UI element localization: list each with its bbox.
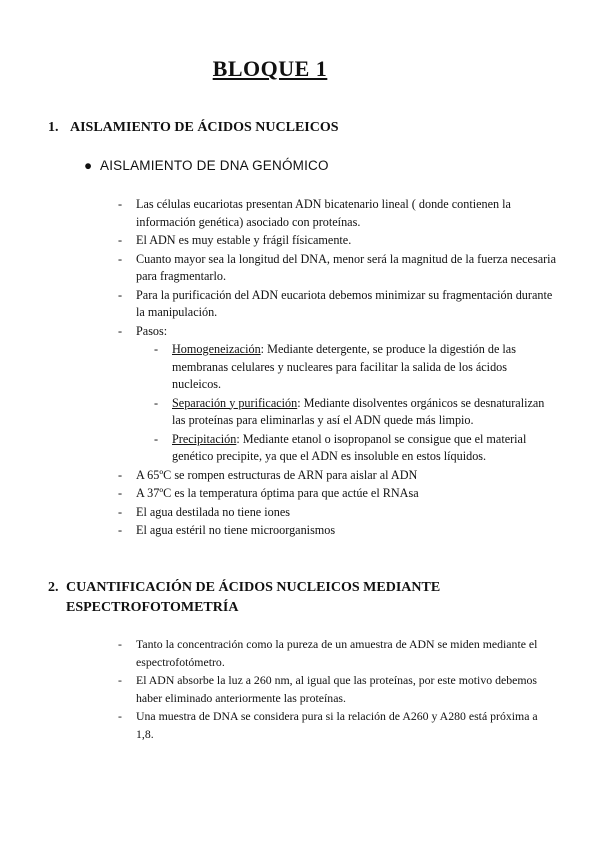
subsection-title: AISLAMIENTO DE DNA GENÓMICO	[100, 158, 329, 173]
section-2-title: CUANTIFICACIÓN DE ÁCIDOS NUCLEICOS MEDIANTE ESPECTROFOTOMETRÍA	[66, 580, 441, 615]
list-item: - A 37ºC es la temperatura óptima para que actúe el RNAsa	[118, 485, 558, 503]
page-title: BLOQUE 1	[212, 56, 328, 81]
dash-marker: -	[118, 323, 123, 338]
section-1-list	[118, 196, 558, 541]
section-1-number: 1.	[48, 120, 59, 135]
list-item: - El ADN es muy estable y frágil físicamente.	[118, 232, 558, 250]
dash-marker: -	[118, 233, 123, 247]
dash-marker: -	[118, 504, 123, 519]
list-item: - Tanto la concentración como la pureza de un amuestra de ADN se miden mediante el espectrofotómetro.	[118, 637, 538, 669]
dash-marker: -	[154, 342, 159, 356]
step-text: : Mediante detergente, se produce la digestión de las membranas celulares y nucleares para facilitar la salida de los ácidos nucleicos.	[172, 342, 516, 391]
section-2-number: 2.	[48, 580, 59, 595]
list-item: - Pasos: - Homogeneización: Mediante detergente, se produce la digestión de las membranas celulares y nucleares para facilitar la salida de los ácidos nucleicos. - Separación y purificación: Mediante disolventes orgánicos se desnaturalizan las proteínas para eliminarlas y así el ADN quede más limpio. - Precipitación: Mediante etanol o isopropanol se consigue que el material genético precipite, ya que el ADN es insoluble en estos líquidos.	[118, 323, 558, 466]
step-term: Precipitación	[172, 431, 237, 446]
step-text: : Mediante etanol o isopropanol se consigue que el material genético precipite, ya que el ADN es insoluble en estos líquidos.	[172, 431, 527, 463]
step-item	[154, 395, 558, 430]
list-item: - Para la purificación del ADN eucariota debemos minimizar su fragmentación durante la manipulación.	[118, 287, 553, 319]
dash-marker: -	[118, 251, 123, 266]
dash-marker: -	[118, 709, 122, 723]
step-term: Homogeneización	[172, 342, 261, 356]
step-item	[154, 341, 558, 394]
step-text: : Mediante disolventes orgánicos se desnaturalizan las proteínas para eliminarlas y así el ADN quede más limpio.	[172, 395, 545, 427]
dash-marker: -	[118, 467, 123, 482]
dash-marker: -	[154, 395, 159, 410]
dash-marker: -	[118, 486, 123, 500]
list-item: - Una muestra de DNA se considera pura si la relación de A260 y A280 está próxima a 1,8.	[118, 709, 538, 741]
dash-marker: -	[118, 673, 122, 687]
list-item: - El ADN absorbe la luz a 260 nm, al igual que las proteínas, por este motivo debemos haber eliminado anteriormente las proteínas.	[118, 673, 538, 705]
dash-marker: -	[118, 637, 122, 651]
list-item: - A 65ºC se rompen estructuras de ARN para aislar al ADN	[118, 467, 558, 485]
dash-marker: -	[118, 523, 123, 537]
list-item: - Cuanto mayor sea la longitud del DNA, menor será la magnitud de la fuerza necesaria para fragmentarlo.	[118, 251, 556, 283]
step-term: Separación y purificación	[172, 395, 298, 410]
section-1-title: AISLAMIENTO DE ÁCIDOS NUCLEICOS	[70, 120, 339, 135]
steps-list	[154, 341, 558, 466]
section-2-list	[118, 636, 558, 744]
list-item: - Las células eucariotas presentan ADN bicatenario lineal ( donde contienen la información genética) asociado con proteínas.	[118, 197, 511, 229]
step-item	[154, 431, 558, 466]
dash-marker: -	[154, 431, 159, 446]
dash-marker: -	[118, 197, 123, 211]
dash-marker: -	[118, 287, 123, 302]
list-item: - El agua estéril no tiene microorganismos	[118, 522, 558, 540]
bullet-icon: ●	[84, 158, 93, 173]
list-item: - El agua destilada no tiene iones	[118, 504, 558, 522]
